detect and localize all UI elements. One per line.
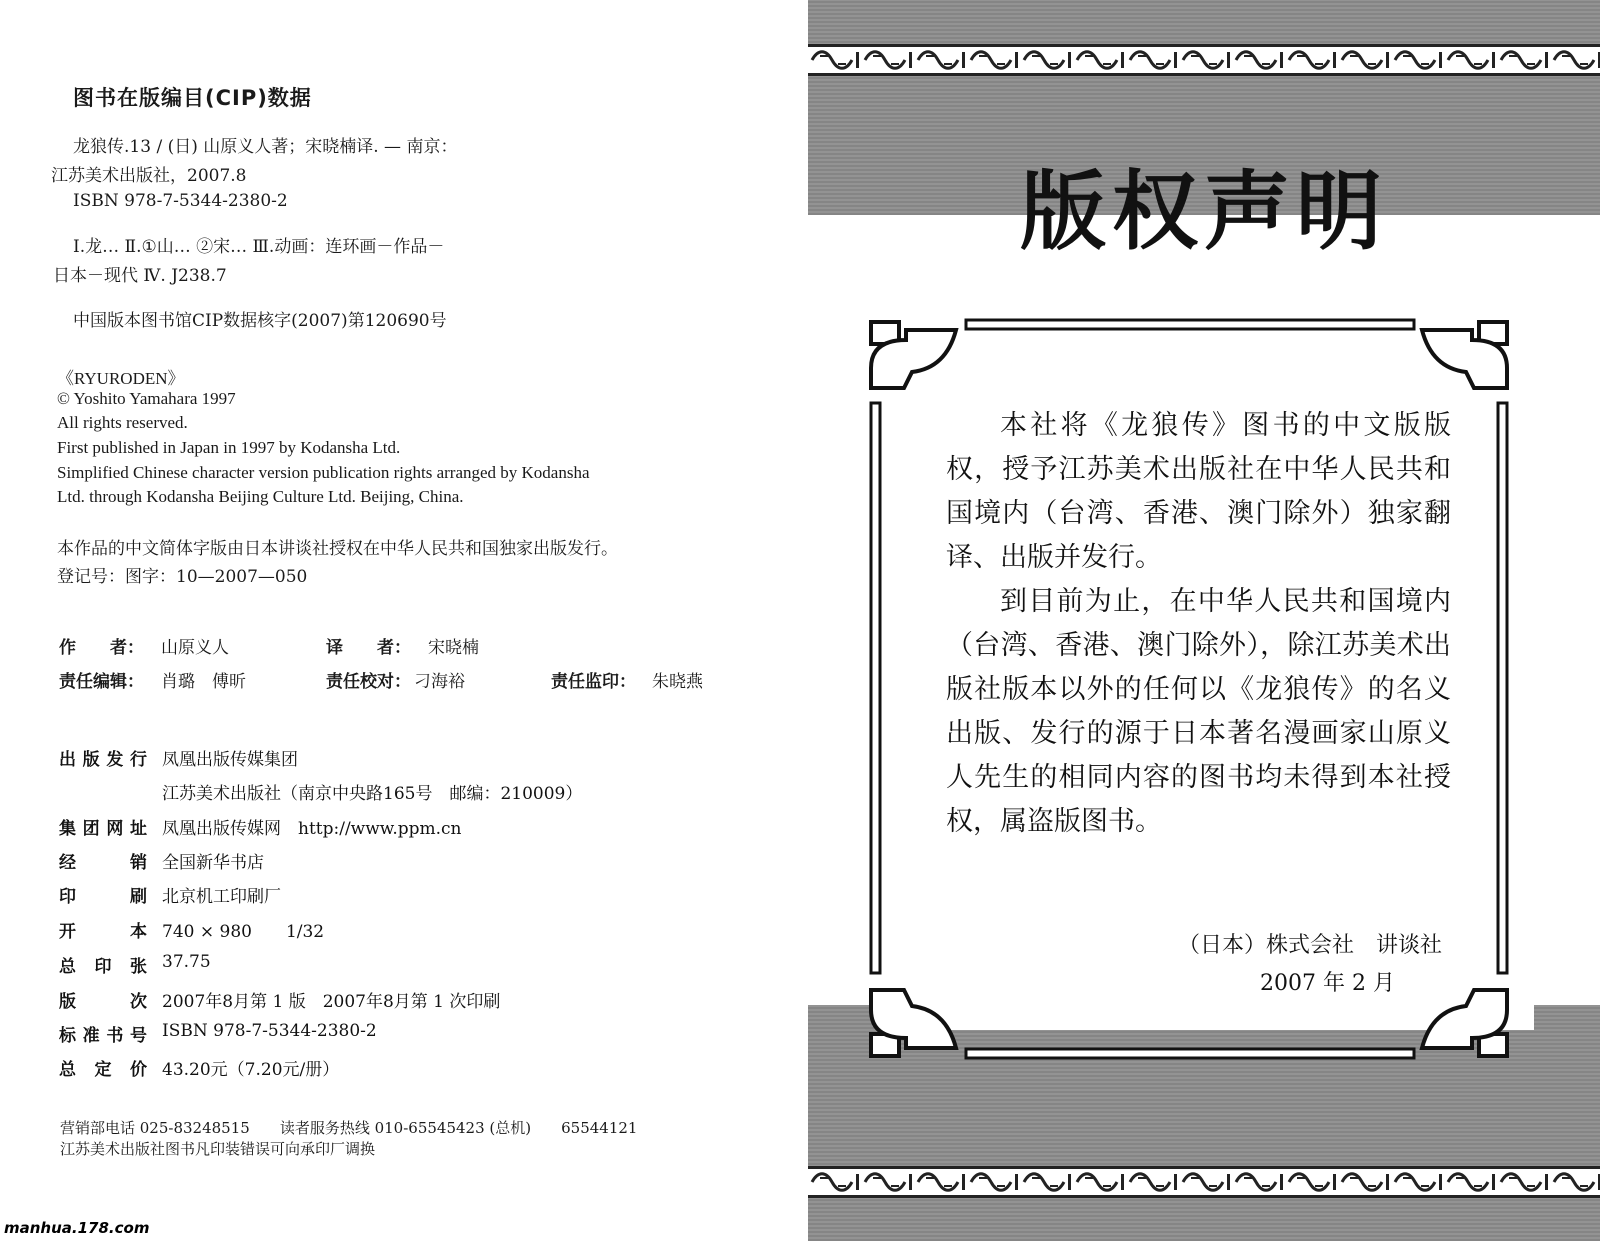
label-char: 书 — [106, 1026, 124, 1046]
label-char: 号 — [129, 1026, 147, 1046]
author-label: 作 者： — [59, 638, 144, 658]
cip-line: 龙狼传.13 / (日) 山原义人著；宋晓楠译. — 南京： — [73, 137, 458, 157]
editor-value: 肖璐 傅昕 — [161, 672, 246, 692]
publication-value: 北京机工印刷厂 — [162, 887, 281, 907]
copyright-line: © Yoshito Yamahara 1997 — [57, 389, 236, 408]
label-char: 行 — [129, 750, 147, 770]
label-char: 刷 — [130, 887, 147, 907]
publication-value: 江苏美术出版社（南京中央路165号 邮编：210009） — [162, 784, 583, 804]
cip-line: ISBN 978-7-5344-2380-2 — [73, 191, 288, 211]
publication-value: 凤凰出版传媒网 http://www.ppm.cn — [162, 819, 462, 839]
label-char: 版 — [82, 750, 100, 770]
first-published: First published in Japan in 1997 by Kodansha Ltd. — [57, 438, 401, 457]
publication-value: 740 × 980 1/32 — [162, 922, 325, 942]
publication-label — [59, 814, 147, 839]
label-char: 价 — [130, 1060, 147, 1080]
statement-paragraph: 本社将《龙狼传》图书的中文版版权，授予江苏美术出版社在中华人民共和国境内（台湾、香港、澳门除外）独家翻译、出版并发行。 — [946, 410, 1451, 573]
supervisor-label: 责任监印： — [551, 672, 636, 692]
label-char: 印 — [94, 957, 112, 977]
registration-number: 登记号：图字：10—2007—050 — [57, 567, 308, 587]
cip-title: 图书在版编目(CIP)数据 — [73, 86, 312, 110]
editor-label: 责任编辑： — [59, 672, 144, 692]
rights-reserved: All rights reserved. — [57, 413, 188, 432]
label-char: 销 — [130, 853, 147, 873]
label-char: 发 — [106, 750, 124, 770]
statement-paragraph: 到目前为止，在中华人民共和国境内（台湾、香港、澳门除外），除江苏美术出版社版本以外的任何以《龙狼传》的名义出版、发行的源于日本著名漫画家山原义人先生的相同内容的图书均未得到本社授权，属盗版图书。 — [946, 586, 1451, 837]
publication-label — [59, 987, 147, 1012]
label-char: 次 — [130, 992, 147, 1012]
label-char: 团 — [82, 819, 100, 839]
cip-data-number: 中国版本图书馆CIP数据核字(2007)第120690号 — [73, 311, 447, 331]
publication-value: 2007年8月第 1 版 2007年8月第 1 次印刷 — [162, 992, 501, 1012]
statement-date: 2007 年 2 月 — [1260, 971, 1395, 996]
misprint-notice: 江苏美术出版社图书凡印装错误可向承印厂调换 — [60, 1140, 376, 1158]
label-char: 总 — [59, 1060, 76, 1080]
label-char: 网 — [106, 819, 124, 839]
supervisor-value: 朱晓燕 — [652, 672, 703, 692]
label-char: 开 — [59, 922, 76, 942]
publication-label — [59, 1021, 147, 1046]
translator-label: 译 者： — [326, 638, 411, 658]
rights-arranged: Simplified Chinese character version publication rights arranged by Kodansha — [57, 463, 590, 482]
publication-value: 全国新华书店 — [162, 853, 264, 873]
label-char: 本 — [130, 922, 147, 942]
label-char: 定 — [94, 1060, 112, 1080]
proofreader-label: 责任校对： — [326, 672, 411, 692]
cip-line: Ⅰ.龙… Ⅱ.①山… ②宋… Ⅲ.动画：连环画－作品－ — [73, 237, 445, 257]
label-char: 址 — [129, 819, 147, 839]
copyright-statement — [946, 404, 1451, 844]
publication-value: 37.75 — [162, 952, 211, 972]
author-value: 山原义人 — [161, 638, 229, 658]
cip-line: 日本－现代 Ⅳ. J238.7 — [53, 266, 227, 286]
label-char: 出 — [59, 750, 76, 770]
publication-value: 43.20元（7.20元/册） — [162, 1060, 340, 1080]
chinese-license-statement: 本作品的中文简体字版由日本讲谈社授权在中华人民共和国独家出版发行。 — [57, 539, 618, 559]
original-title: 《RYURODEN》 — [57, 369, 185, 388]
publisher-signature: （日本）株式会社 讲谈社 — [1178, 933, 1443, 958]
label-char: 印 — [59, 887, 76, 907]
publication-label — [59, 917, 147, 942]
publication-label — [59, 952, 147, 977]
cip-line: 江苏美术出版社，2007.8 — [51, 166, 247, 186]
label-char: 总 — [59, 957, 76, 977]
rights-arranged-cont: Ltd. through Kodansha Beijing Culture Ltd. Beijing, China. — [57, 487, 464, 506]
publication-label — [59, 1055, 147, 1080]
publication-label — [59, 745, 147, 770]
proofreader-value: 刁海裕 — [414, 672, 465, 692]
site-watermark: manhua.178.com — [4, 1219, 150, 1237]
label-char: 集 — [59, 819, 76, 839]
contact-phones: 营销部电话 025-83248515 读者服务热线 010-65545423 (总机) 65544121 — [60, 1119, 638, 1137]
publication-label — [59, 882, 147, 907]
label-char: 版 — [59, 992, 76, 1012]
label-char: 经 — [59, 853, 76, 873]
translator-value: 宋晓楠 — [428, 638, 479, 658]
publication-value: 凤凰出版传媒集团 — [162, 750, 298, 770]
label-char: 标 — [59, 1026, 76, 1046]
right-page — [808, 0, 1600, 1241]
copyright-declaration-title: 版权声明 — [1020, 162, 1388, 262]
publication-label — [59, 848, 147, 873]
label-char: 张 — [130, 957, 147, 977]
publication-value: ISBN 978-7-5344-2380-2 — [162, 1021, 377, 1041]
label-char: 准 — [82, 1026, 100, 1046]
